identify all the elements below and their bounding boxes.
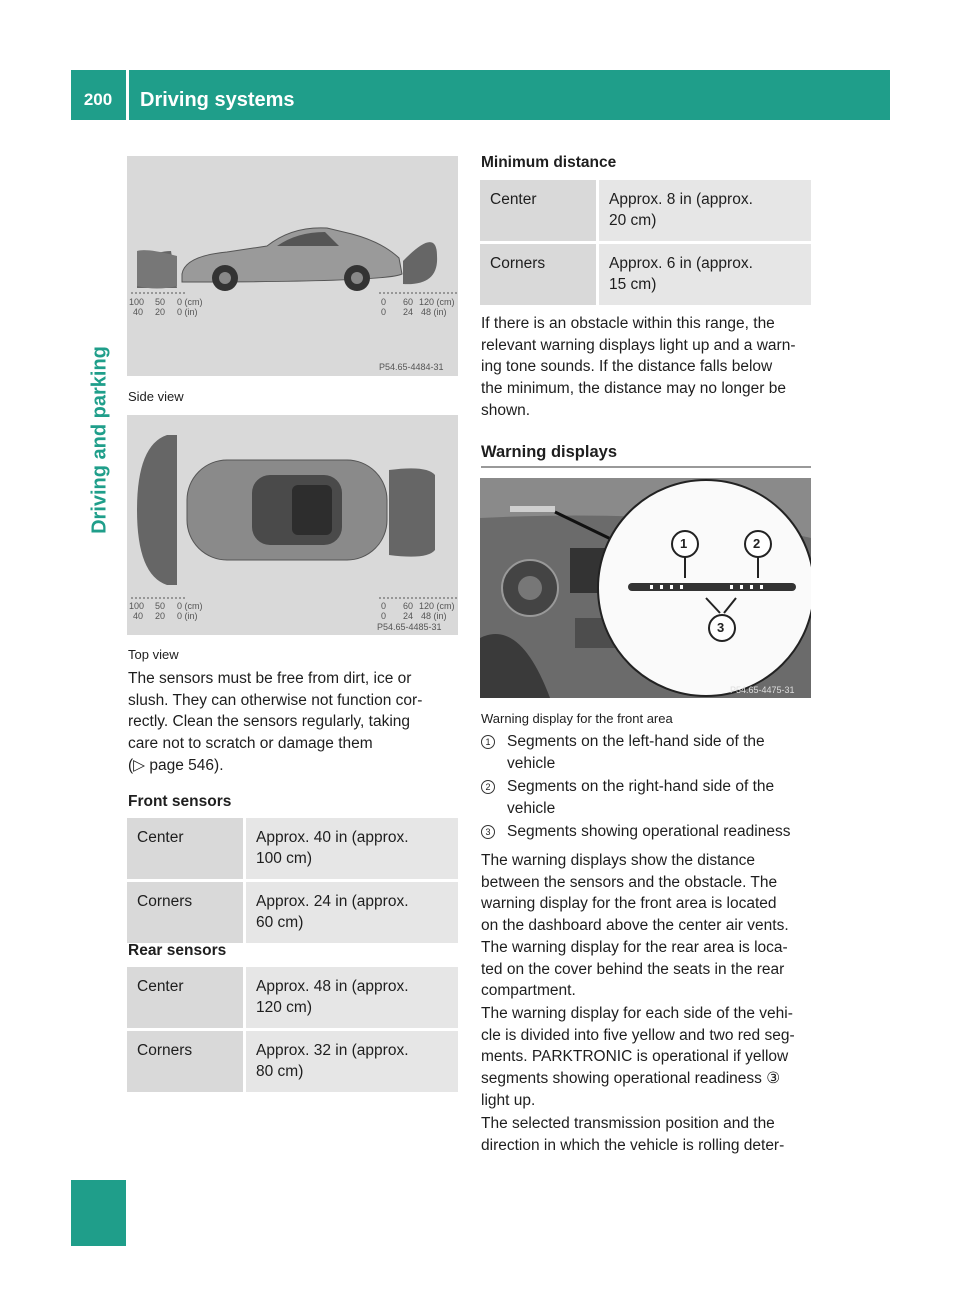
legend-item-3 (481, 821, 811, 843)
car-roof (292, 485, 332, 535)
value-line: Approx. 32 in (approx. (256, 1042, 409, 1059)
row-value (598, 180, 812, 243)
scale-right-in-2: 48 (in) (421, 307, 447, 317)
value-line: 15 cm) (609, 276, 657, 293)
scale-right-cm-1: 60 (403, 297, 414, 307)
page-number: 200 (83, 90, 113, 109)
page-reference-link[interactable]: (▷ page 546). (128, 756, 224, 774)
row-key: Corners (127, 1030, 245, 1094)
table-row (127, 1030, 458, 1094)
text-line: ted on the cover behind the seats in the rear (481, 960, 785, 978)
sensors-cleaning-paragraph (128, 668, 422, 777)
rear-sensors-heading: Rear sensors (128, 942, 227, 959)
scale-right-in-1: 24 (403, 611, 414, 621)
text-line: vehicle (507, 754, 556, 772)
segment (650, 585, 653, 589)
segment (660, 585, 663, 589)
scale-right-in-2: 48 (in) (421, 611, 447, 621)
text-line: The warning display for the rear area is loca- (481, 938, 788, 956)
scale-left-cm-1: 50 (155, 601, 166, 611)
row-key: Center (127, 818, 245, 881)
segment (740, 585, 743, 589)
side-tab-marker (71, 1180, 126, 1246)
minimum-distance-table (480, 180, 811, 308)
scale-right-in-0: 0 (381, 307, 387, 317)
segment (750, 585, 753, 589)
callout-1-label: 1 (680, 536, 688, 551)
scale-left-in-2: 0 (in) (177, 307, 198, 317)
text-line: The selected transmission position and the (481, 1115, 775, 1132)
side-view-caption: Side view (128, 389, 184, 404)
front-detection-zone (137, 435, 177, 585)
text-line: segments showing operational readiness ③ (481, 1070, 781, 1088)
warning-display-illustration (480, 478, 811, 698)
top-view-caption: Top view (128, 647, 179, 662)
value-line: Approx. 40 in (approx. (256, 829, 409, 846)
text-line: Segments on the right-hand side of the (507, 778, 775, 795)
table-row (127, 818, 458, 881)
front-warning-display (510, 506, 555, 512)
scale-left-cm-1: 50 (155, 297, 166, 307)
row-key: Center (480, 180, 598, 243)
row-key: Corners (480, 243, 598, 307)
scale-right-in-1: 24 (403, 307, 414, 317)
side-tab (71, 120, 126, 1246)
value-line: 80 cm) (256, 1063, 304, 1080)
text-line: rectly. Clean the sensors regularly, taking (128, 713, 410, 731)
row-value (245, 818, 459, 881)
row-key: Center (127, 967, 245, 1030)
row-key: Corners (127, 881, 245, 945)
text-line: slush. They can otherwise not function cor- (128, 691, 423, 709)
legend-item-2 (481, 776, 811, 819)
side-tab-label: Driving and parking (88, 346, 111, 534)
value-line: Approx. 48 in (approx. (256, 978, 409, 995)
scale-left-in-0: 40 (133, 611, 144, 621)
warning-displays-heading: Warning displays (481, 443, 617, 461)
header-divider (126, 70, 129, 120)
segment (730, 585, 733, 589)
segment-bar (628, 583, 796, 591)
segment (760, 585, 763, 589)
row-value (245, 881, 459, 945)
text-line: on the dashboard above the center air vents. (481, 917, 789, 935)
scale-left-cm-2: 0 (cm) (177, 297, 203, 307)
table-row (480, 243, 811, 307)
text-line: care not to scratch or damage them (128, 735, 373, 753)
front-sensors-table (127, 818, 458, 946)
figure-code: P54.65-4485-31 (377, 622, 442, 632)
scale-right-cm-0: 0 (381, 297, 387, 307)
section-title: Driving systems (140, 89, 295, 111)
scale-left-in-1: 20 (155, 611, 166, 621)
text-line: light up. (481, 1091, 536, 1109)
front-zone-shape (137, 250, 177, 288)
value-line: 100 cm) (256, 850, 312, 867)
scale-left-cm-0: 100 (129, 601, 145, 611)
segment (680, 585, 683, 589)
figure-code: P54.65-4475-31 (730, 685, 795, 695)
legend-text (481, 776, 811, 819)
warning-location-paragraph (481, 850, 789, 1002)
row-value (245, 967, 459, 1030)
value-line: Approx. 24 in (approx. (256, 893, 409, 910)
heading-rule (481, 466, 811, 468)
legend-marker: 1 (481, 735, 495, 749)
top-view-figure (127, 415, 458, 635)
rear-wheel-hub (351, 272, 363, 284)
value-line: 20 cm) (609, 212, 657, 229)
scale-right-cm-0: 0 (381, 601, 387, 611)
warning-display-figure (480, 478, 811, 698)
value-line: 60 cm) (256, 914, 304, 931)
side-view-figure (127, 156, 458, 376)
legend-item-1 (481, 731, 811, 774)
row-value (598, 243, 812, 307)
legend-marker: 2 (481, 780, 495, 794)
rear-detection-zone (403, 242, 437, 284)
text-line: shown. (481, 401, 531, 419)
legend-marker: 3 (481, 825, 495, 839)
scale-right-in-0: 0 (381, 611, 387, 621)
scale-left-cm-0: 100 (129, 297, 145, 307)
callout-2-label: 2 (753, 536, 761, 551)
air-vent-center (518, 576, 542, 600)
text-line: the minimum, the distance may no longer be (481, 380, 786, 398)
scale-left-in-0: 40 (133, 307, 144, 317)
scale-right-cm-2: 120 (cm) (419, 601, 455, 611)
transmission-paragraph (481, 1113, 784, 1156)
table-row (127, 881, 458, 945)
rear-sensors-table (127, 967, 458, 1095)
scale-right-cm-2: 120 (cm) (419, 297, 455, 307)
value-line: 120 cm) (256, 999, 312, 1016)
table-row (480, 180, 811, 243)
table-row (127, 967, 458, 1030)
row-value (245, 1030, 459, 1094)
front-wheel-hub (219, 272, 231, 284)
text-line: vehicle (507, 799, 556, 817)
callout-3-label: 3 (717, 620, 725, 635)
front-sensors-heading: Front sensors (128, 793, 232, 810)
text-line: relevant warning displays light up and a warn- (481, 336, 796, 354)
scale-left-in-2: 0 (in) (177, 611, 198, 621)
text-line: The warning display for each side of the vehi- (481, 1005, 793, 1022)
segment (670, 585, 673, 589)
text-line: Segments on the left-hand side of the (507, 733, 765, 750)
text-line: The sensors must be free from dirt, ice or (128, 670, 412, 687)
text-line: The warning displays show the distance (481, 852, 755, 869)
text-line: ments. PARKTRONIC is operational if yellow (481, 1048, 789, 1066)
warning-display-caption: Warning display for the front area (481, 711, 673, 726)
text-line: ing tone sounds. If the distance falls below (481, 358, 773, 376)
minimum-distance-heading: Minimum distance (481, 154, 617, 171)
segments-paragraph (481, 1003, 795, 1112)
legend-text (481, 731, 811, 774)
value-line: Approx. 8 in (approx. (609, 191, 753, 208)
scale-left-cm-2: 0 (cm) (177, 601, 203, 611)
rear-detection-zone (389, 468, 435, 556)
scale-right-cm-1: 60 (403, 601, 414, 611)
text-line: If there is an obstacle within this range, the (481, 315, 775, 332)
figure-code: P54.65-4484-31 (379, 362, 444, 372)
text-line: direction in which the vehicle is rolling deter- (481, 1136, 785, 1154)
text-line: Segments showing operational readiness (507, 823, 791, 840)
value-line: Approx. 6 in (approx. (609, 255, 753, 272)
scale-left-in-1: 20 (155, 307, 166, 317)
minimum-distance-paragraph (481, 313, 795, 422)
legend-text (481, 821, 811, 843)
text-line: warning display for the front area is located (481, 895, 777, 913)
text-line: compartment. (481, 982, 576, 1000)
side-view-illustration (127, 156, 458, 376)
text-line: between the sensors and the obstacle. The (481, 873, 778, 891)
text-line: cle is divided into five yellow and two red seg- (481, 1026, 795, 1044)
